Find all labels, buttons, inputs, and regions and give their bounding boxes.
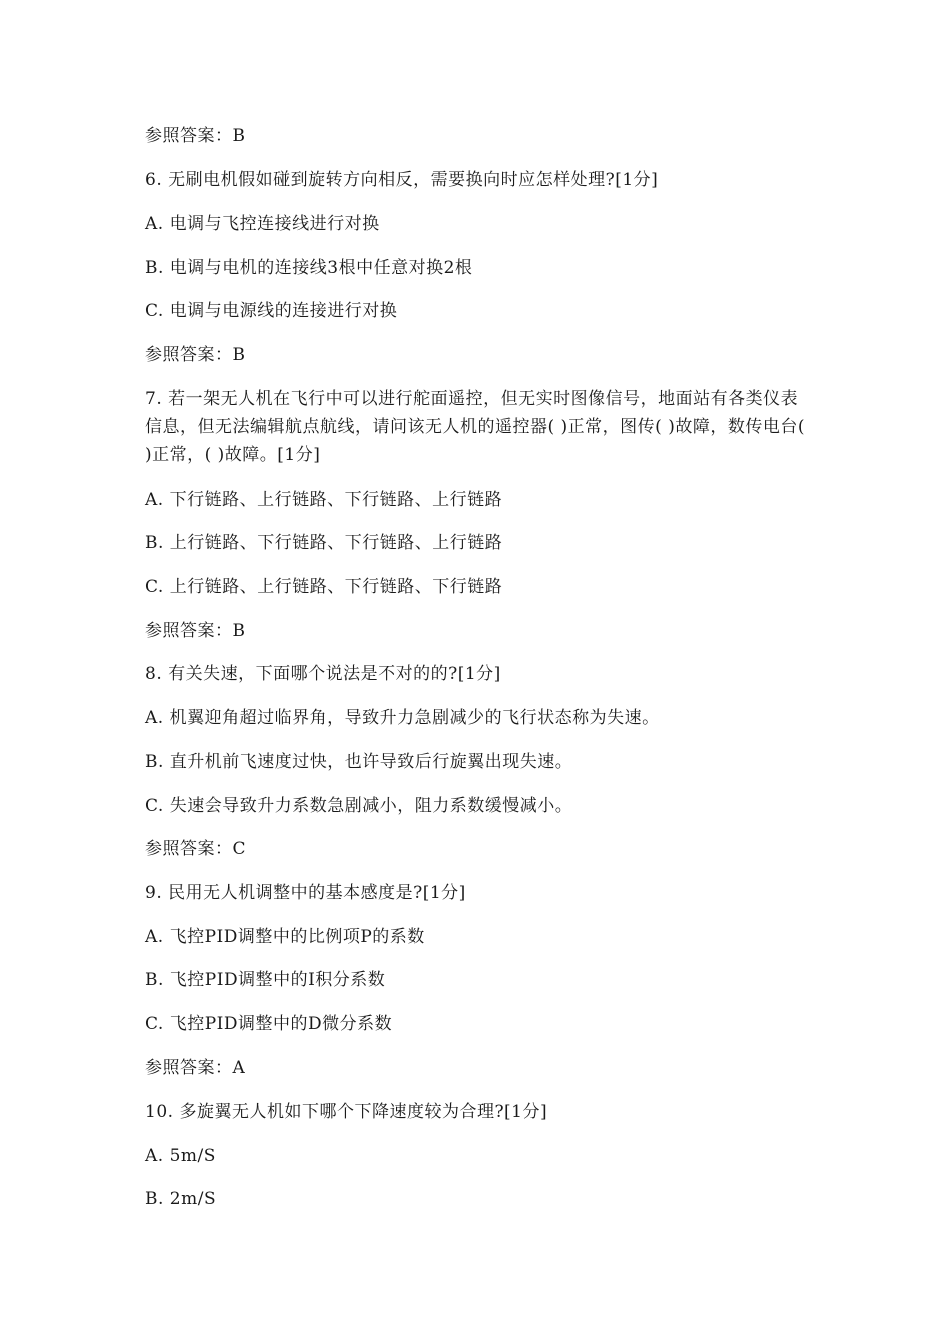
answer-9: 参照答案：A bbox=[145, 1058, 246, 1078]
question-8: 8. 有关失速，下面哪个说法是不对的的?[1分] bbox=[145, 664, 501, 684]
answer-7: 参照答案：B bbox=[145, 621, 246, 641]
option-9a: A. 飞控PID调整中的比例项P的系数 bbox=[145, 927, 425, 947]
answer-8: 参照答案：C bbox=[145, 839, 247, 859]
answer-6: 参照答案：B bbox=[145, 345, 246, 365]
option-8b: B. 直升机前飞速度过快，也许导致后行旋翼出现失速。 bbox=[145, 752, 573, 772]
question-6: 6. 无刷电机假如碰到旋转方向相反，需要换向时应怎样处理?[1分] bbox=[145, 170, 659, 190]
option-7b: B. 上行链路、下行链路、下行链路、上行链路 bbox=[145, 533, 503, 553]
option-8c: C. 失速会导致升力系数急剧减小，阻力系数缓慢减小。 bbox=[145, 796, 573, 816]
option-10b: B. 2m/S bbox=[145, 1189, 217, 1209]
question-10: 10. 多旋翼无人机如下哪个下降速度较为合理?[1分] bbox=[145, 1102, 548, 1122]
question-9: 9. 民用无人机调整中的基本感度是?[1分] bbox=[145, 883, 466, 903]
option-9c: C. 飞控PID调整中的D微分系数 bbox=[145, 1014, 393, 1034]
option-7c: C. 上行链路、上行链路、下行链路、下行链路 bbox=[145, 577, 503, 597]
option-9b: B. 飞控PID调整中的I积分系数 bbox=[145, 970, 386, 990]
option-10a: A. 5m/S bbox=[145, 1146, 216, 1166]
option-6c: C. 电调与电源线的连接进行对换 bbox=[145, 301, 398, 321]
answer-5: 参照答案：B bbox=[145, 126, 246, 146]
option-7a: A. 下行链路、上行链路、下行链路、上行链路 bbox=[145, 490, 503, 510]
option-8a: A. 机翼迎角超过临界角，导致升力急剧减少的飞行状态称为失速。 bbox=[145, 708, 660, 728]
question-7: 7. 若一架无人机在飞行中可以进行舵面遥控，但无实时图像信号，地面站有各类仪表信息，但无法编辑航点航线，请问该无人机的遥控器( )正常，图传( )故障，数传电台( )正常，( )故障。[1分] bbox=[145, 389, 805, 465]
option-6b: B. 电调与电机的连接线3根中任意对换2根 bbox=[145, 258, 473, 278]
option-6a: A. 电调与飞控连接线进行对换 bbox=[145, 214, 380, 234]
